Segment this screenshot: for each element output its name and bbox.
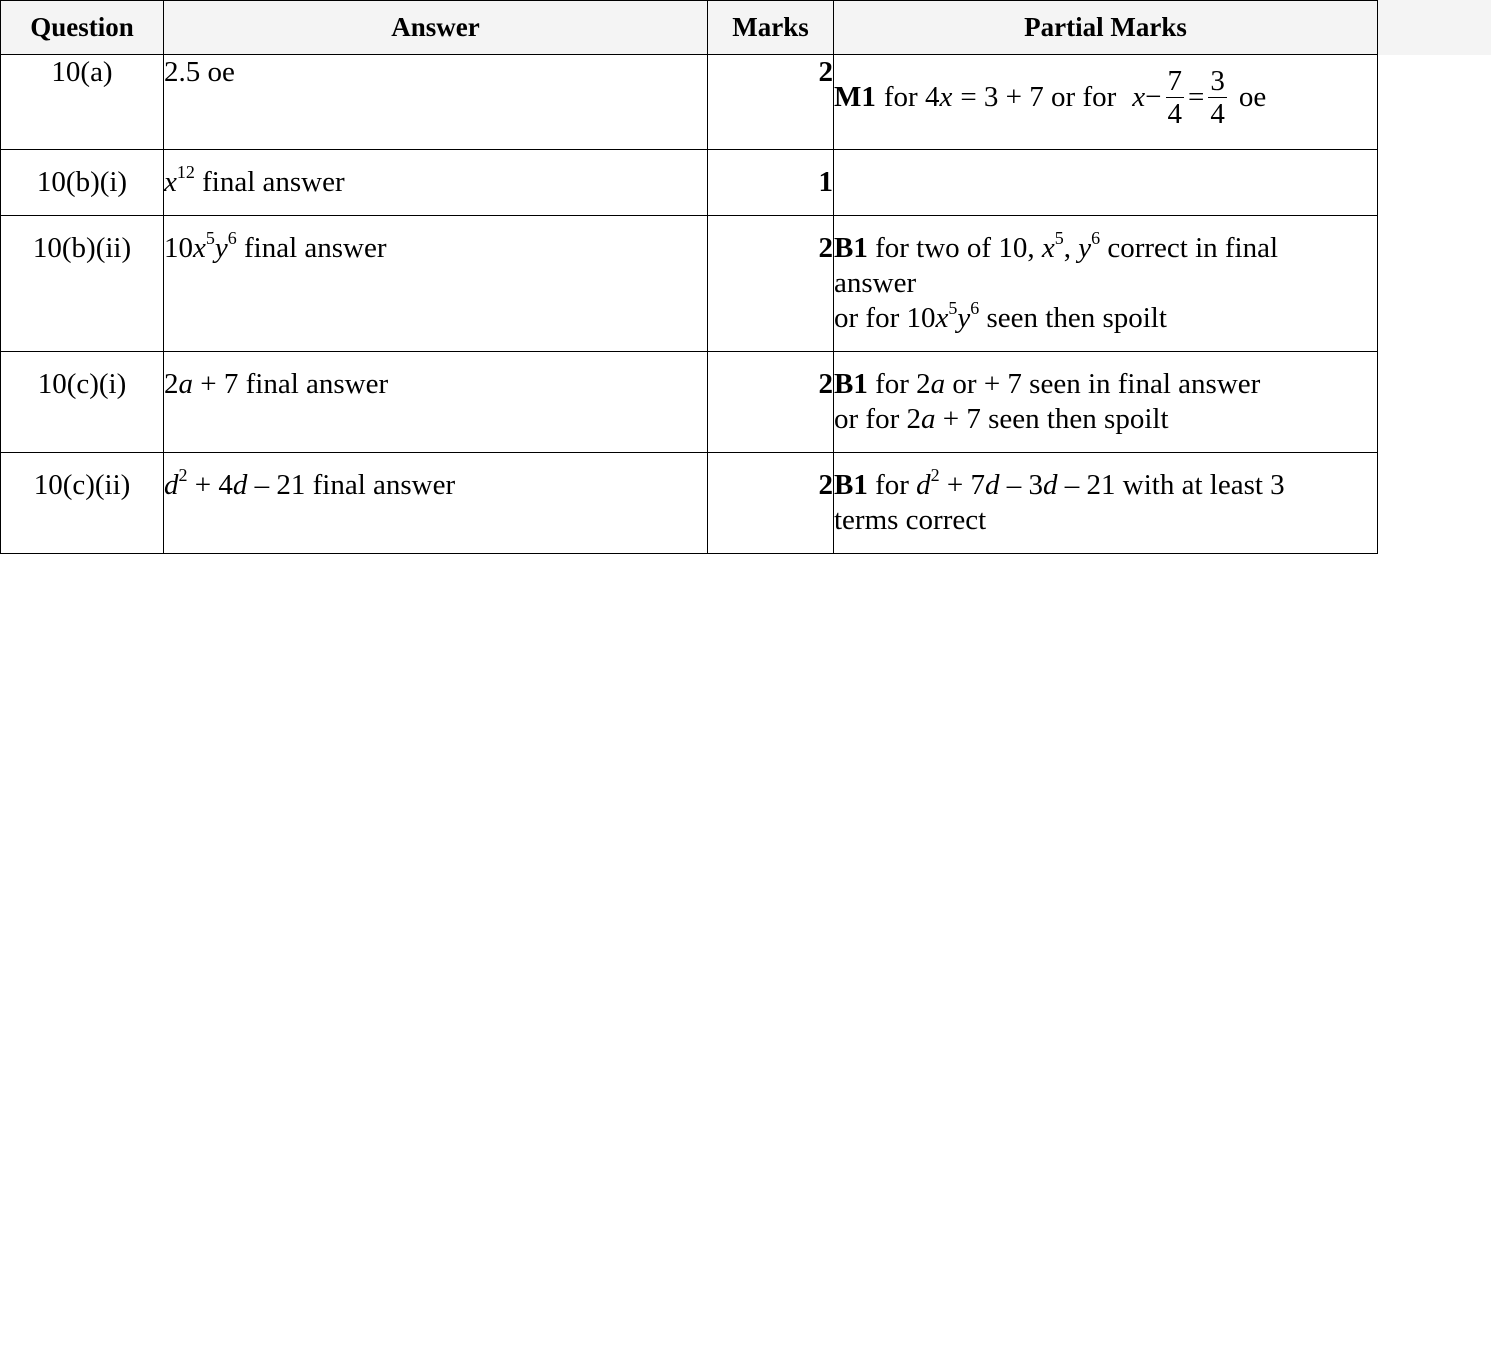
variable: x [193, 232, 206, 264]
partial-text: = 3 + 7 or for [960, 81, 1117, 113]
fraction [1208, 65, 1227, 130]
partial-marks-cell [834, 453, 1378, 554]
fraction-numerator: 7 [1167, 65, 1182, 97]
partial-text: for [875, 469, 909, 501]
variable: a [178, 368, 193, 400]
question-cell: 10(b)(ii) [1, 216, 164, 352]
marks-cell: 2 [708, 453, 834, 554]
partial-line [834, 465, 1377, 503]
exponent: 2 [178, 465, 188, 485]
mark-code: B1 [834, 469, 868, 501]
fraction-numerator: 3 [1210, 65, 1225, 97]
exponent: 5 [205, 228, 215, 248]
answer-text: 10 [164, 232, 193, 264]
partial-text: – 3 [1006, 469, 1044, 501]
variable: d [985, 469, 1000, 501]
variable: d [232, 469, 248, 501]
variable: x [939, 81, 953, 113]
answer-text: final answer [202, 166, 345, 198]
mark-scheme-table [0, 0, 1378, 554]
variable: y [214, 232, 228, 264]
answer-text: final answer [244, 232, 387, 264]
header-marks: Marks [708, 1, 834, 55]
equals-sign: = [1188, 81, 1205, 113]
table-row [1, 352, 1378, 453]
variable: x [164, 166, 177, 198]
question-cell: 10(c)(ii) [1, 453, 164, 554]
variable: d [164, 469, 179, 501]
mark-code: M1 [834, 81, 876, 113]
partial-text: seen then spoilt [986, 302, 1167, 334]
answer-cell [164, 150, 708, 216]
question-cell: 10(b)(i) [1, 150, 164, 216]
minus-sign: − [1145, 81, 1162, 113]
exponent: 2 [930, 465, 940, 485]
header-answer: Answer [164, 1, 708, 55]
partial-line [834, 367, 1377, 402]
table-row [1, 150, 1378, 216]
answer-text: 2 [164, 368, 179, 400]
partial-text: or for 10 [834, 302, 936, 334]
answer-text: + 4 [194, 469, 233, 501]
table-header-row [1, 1, 1378, 55]
partial-text: oe [1238, 81, 1267, 113]
fraction-denominator: 4 [1210, 98, 1225, 130]
answer-text: – 21 final answer [254, 469, 456, 501]
variable: x [1041, 232, 1055, 264]
mark-code: B1 [834, 368, 868, 400]
answer-cell [164, 453, 708, 554]
table-row [1, 453, 1378, 554]
exponent: 6 [1091, 228, 1101, 248]
answer-cell [164, 352, 708, 453]
partial-text: + 7 seen then spoilt [942, 403, 1169, 435]
partial-marks-cell [834, 150, 1378, 216]
variable: x [935, 302, 949, 334]
answer-text: 2.5 oe [164, 56, 235, 88]
answer-cell [164, 55, 708, 150]
marks-cell: 2 [708, 216, 834, 352]
partial-line [834, 228, 1377, 266]
exponent: 5 [948, 298, 958, 318]
marks-cell: 2 [708, 55, 834, 150]
partial-text: + 7 [946, 469, 986, 501]
exponent: 5 [1054, 228, 1064, 248]
partial-text: or + 7 seen in final answer [952, 368, 1261, 400]
answer-text: + 7 final answer [200, 368, 389, 400]
partial-text: for two of 10, [875, 232, 1035, 264]
partial-text: or for 2 [834, 403, 921, 435]
exponent: 6 [227, 228, 237, 248]
partial-line [834, 298, 1377, 336]
separator: , [1063, 232, 1071, 264]
partial-line [834, 402, 1377, 437]
variable: a [920, 403, 936, 435]
partial-text: for 2 [875, 368, 931, 400]
variable: y [1078, 232, 1092, 264]
fraction-denominator: 4 [1167, 98, 1182, 130]
fraction [1166, 65, 1185, 130]
header-question: Question [1, 1, 164, 55]
question-cell: 10(c)(i) [1, 352, 164, 453]
partial-marks-cell [834, 216, 1378, 352]
header-partial-marks: Partial Marks [834, 1, 1378, 55]
variable: d [1043, 469, 1058, 501]
partial-marks-cell [834, 352, 1378, 453]
partial-line: terms correct [834, 504, 987, 536]
mark-code: B1 [834, 232, 868, 264]
variable: x [1132, 81, 1146, 113]
question-cell: 10(a) [1, 55, 164, 150]
partial-text: – 21 with at least 3 [1064, 469, 1285, 501]
exponent: 12 [176, 162, 195, 182]
variable: d [916, 469, 931, 501]
variable: y [957, 302, 971, 334]
marks-cell: 2 [708, 352, 834, 453]
partial-line: answer [834, 267, 917, 299]
table-row [1, 55, 1378, 150]
partial-text: for 4 [883, 81, 940, 113]
marks-cell: 1 [708, 150, 834, 216]
table-row [1, 216, 1378, 352]
exponent: 6 [970, 298, 980, 318]
answer-cell [164, 216, 708, 352]
partial-text: correct in final [1107, 232, 1279, 264]
partial-marks-cell [834, 55, 1378, 150]
variable: a [930, 368, 946, 400]
